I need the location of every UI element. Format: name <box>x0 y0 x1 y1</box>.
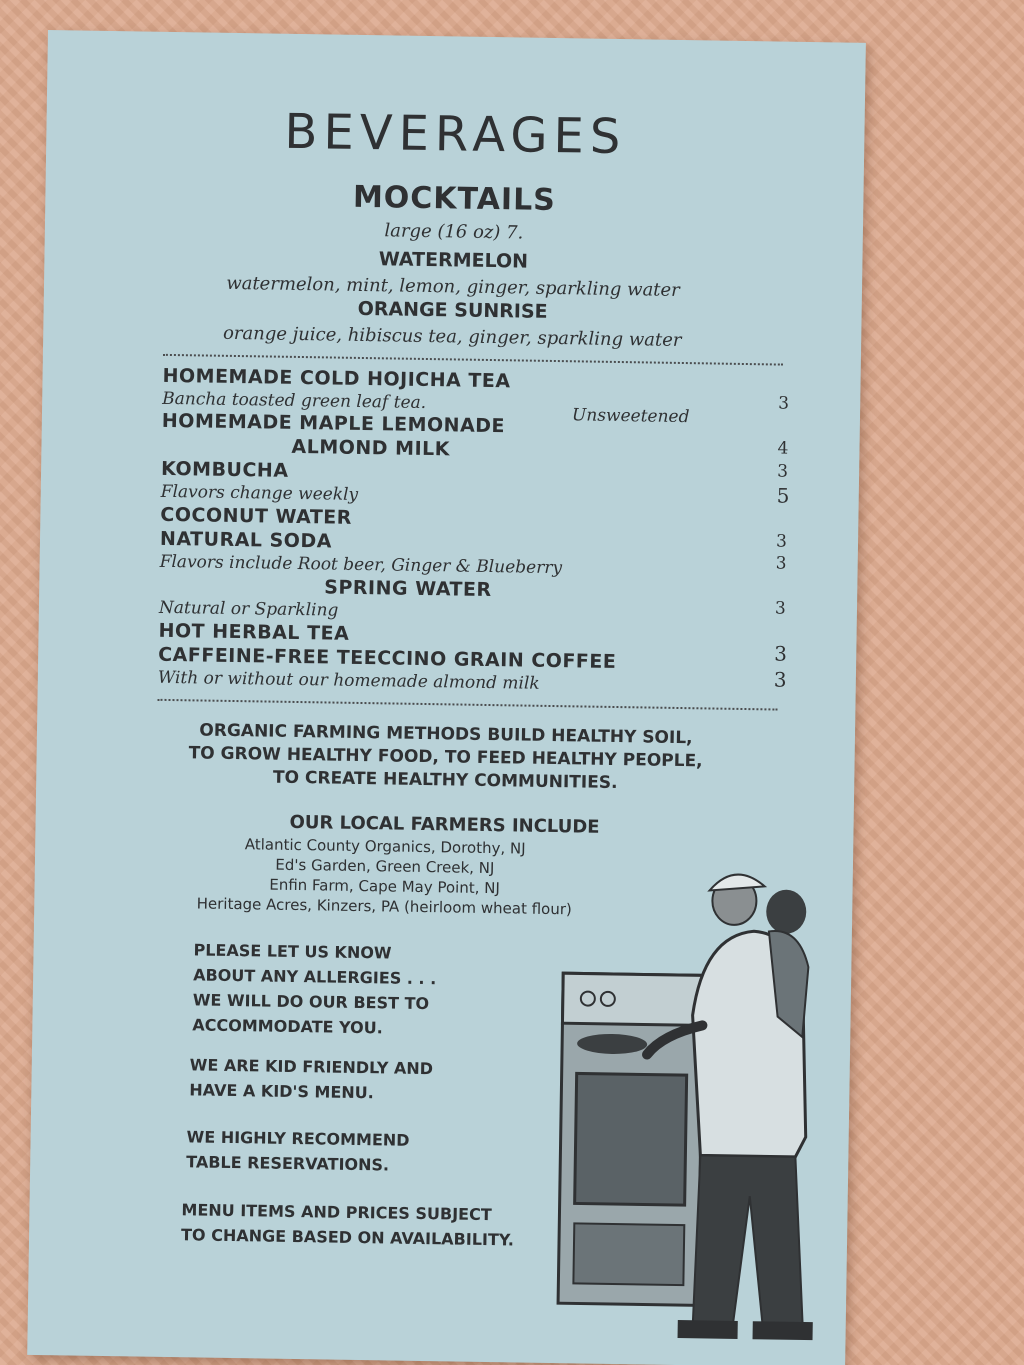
drink-desc: Flavors include Root beer, Ginger & Blueberry <box>159 551 563 579</box>
drink-item: NATURAL SODA <box>159 527 333 553</box>
price: 3 <box>776 461 789 482</box>
note-line: PLEASE LET US KNOW <box>193 940 392 963</box>
note-line: ACCOMMODATE YOU. <box>192 1015 383 1038</box>
mission-line: TO CREATE HEALTHY COMMUNITIES. <box>272 767 618 794</box>
drink-item: HOMEMADE COLD HOJICHA TEA <box>162 364 511 393</box>
mocktail-desc: orange juice, hibiscus tea, ginger, sparkling water <box>222 322 682 351</box>
note-line: WE WILL DO OUR BEST TO <box>192 990 430 1014</box>
farmers-heading: OUR LOCAL FARMERS INCLUDE <box>289 811 600 838</box>
dotted-divider <box>163 354 783 366</box>
price: 3 <box>774 598 786 619</box>
drink-desc: With or without our homemade almond milk <box>157 667 540 694</box>
price: 5 <box>776 483 790 508</box>
farmer-entry: Enfin Farm, Cape May Point, NJ <box>269 875 501 898</box>
note-line: MENU ITEMS AND PRICES SUBJECT <box>181 1200 492 1225</box>
price: 4 <box>777 438 789 459</box>
drink-item: KOMBUCHA <box>160 457 289 482</box>
menu-title: BEVERAGES <box>284 103 627 166</box>
drink-item: CAFFEINE-FREE TEECCINO GRAIN COFFEE <box>158 643 617 674</box>
mocktails-heading: MOCKTAILS <box>352 179 557 218</box>
note-line: WE HIGHLY RECOMMEND <box>186 1127 410 1150</box>
stove-illustration-icon <box>547 853 845 1365</box>
mocktail-name: ORANGE SUNRISE <box>357 297 548 323</box>
price: 3 <box>774 641 788 666</box>
drink-note: Unsweetened <box>571 405 690 428</box>
drink-item: ALMOND MILK <box>291 435 451 461</box>
note-line: TABLE RESERVATIONS. <box>186 1152 390 1175</box>
allergy-note <box>192 937 437 1041</box>
price: 3 <box>778 393 790 414</box>
note-line: ABOUT ANY ALLERGIES . . . <box>193 965 437 989</box>
drink-desc: Natural or Sparkling <box>158 597 339 621</box>
availability-note <box>181 1197 515 1252</box>
farmer-entry: Heritage Acres, Kinzers, PA (heirloom wheat flour) <box>196 894 572 919</box>
farmer-entry: Atlantic County Organics, Dorothy, NJ <box>244 835 526 858</box>
farmer-entry: Ed's Garden, Green Creek, NJ <box>275 855 495 878</box>
drink-item: SPRING WATER <box>324 576 492 602</box>
mission-line: ORGANIC FARMING METHODS BUILD HEALTHY SOIL, <box>199 720 693 749</box>
mission-line: TO GROW HEALTHY FOOD, TO FEED HEALTHY PEOPLE, <box>188 743 703 772</box>
price: 3 <box>775 531 788 552</box>
menu-sheet <box>27 30 866 1365</box>
drink-item: HOT HERBAL TEA <box>158 619 350 645</box>
note-line: HAVE A KID'S MENU. <box>189 1080 374 1103</box>
price: 3 <box>773 667 787 692</box>
mocktail-name: WATERMELON <box>378 248 529 273</box>
drink-desc: Bancha toasted green leaf tea. <box>162 388 427 413</box>
drink-item: COCONUT WATER <box>160 503 353 529</box>
note-line: WE ARE KID FRIENDLY AND <box>189 1055 434 1079</box>
drink-desc: Flavors change weekly <box>160 481 359 505</box>
price: 3 <box>775 553 787 574</box>
reservation-note <box>186 1124 410 1177</box>
drink-item: HOMEMADE MAPLE LEMONADE <box>161 409 506 438</box>
kid-friendly-note <box>189 1052 433 1106</box>
mocktail-desc: watermelon, mint, lemon, ginger, sparkling water <box>226 272 680 301</box>
note-line: TO CHANGE BASED ON AVAILABILITY. <box>180 1225 515 1250</box>
mocktails-size-price: large (16 oz) 7. <box>384 220 524 244</box>
dotted-divider <box>157 699 777 711</box>
